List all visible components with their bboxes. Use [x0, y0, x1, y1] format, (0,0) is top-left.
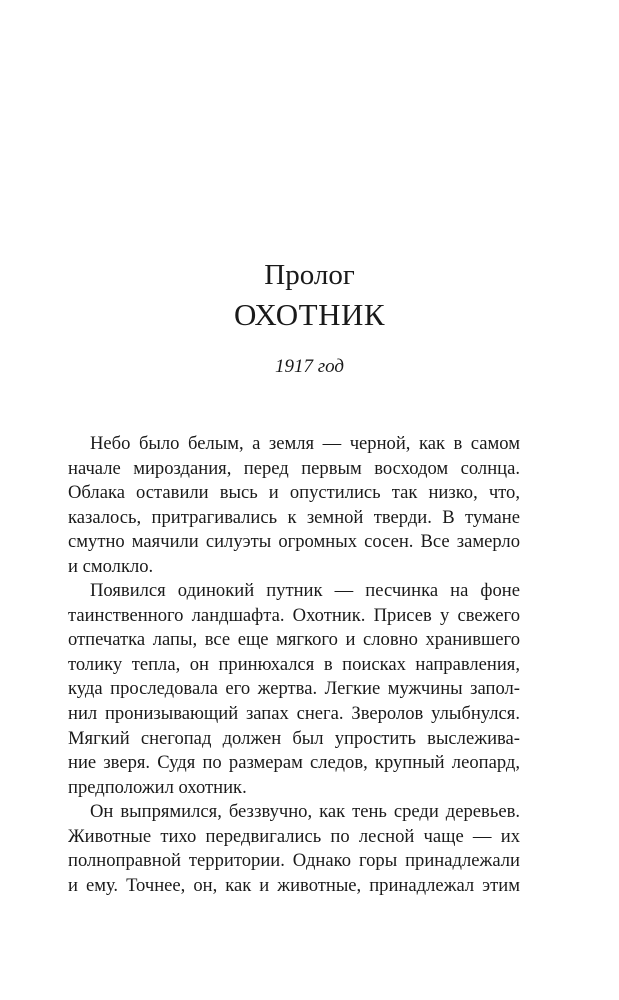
text-line: казалось, притрагивались к земной тверди. В тумане [68, 506, 520, 528]
text-line: начале мироздания, перед первым восходом солнца. [68, 457, 520, 479]
text-line: куда проследовала его жертва. Легкие мужчины запол- [68, 678, 520, 700]
text-line: нил пронизывающий запах снега. Зверолов улыбнулся. [68, 703, 520, 725]
text-line: Животные тихо передвигались по лесной чаще — их [68, 825, 520, 847]
text-line: ние зверя. Судя по размерам следов, крупный леопард, [68, 752, 520, 774]
chapter-date: 1917 год [274, 356, 345, 377]
chapter-title: ОХОТНИК [233, 297, 386, 332]
text-line: и смолкло. [68, 555, 154, 577]
text-line: Облака оставили высь и опустились так низко, что, [68, 482, 520, 504]
text-line: таинственного ландшафта. Охотник. Присев у свежего [68, 604, 520, 626]
text-line: полноправной территории. Однако горы принадлежали [68, 850, 520, 872]
text-line: Он выпрямился, беззвучно, как тень среди деревьев. [90, 801, 520, 823]
chapter-label: Пролог [264, 259, 355, 291]
text-line: Мягкий снегопад должен был упростить выслежива- [68, 727, 520, 749]
text-line: Появился одинокий путник — песчинка на фоне [90, 580, 520, 602]
body-text [68, 432, 520, 898]
text-line: и ему. Точнее, он, как и животные, принадлежал этим [68, 874, 520, 896]
text-line: Небо было белым, а земля — черной, как в самом [90, 433, 520, 454]
text-line: предположил охотник. [68, 776, 247, 798]
text-line: отпечатка лапы, все еще мягкого и словно хранившего [68, 629, 520, 651]
text-line: смутно маячили силуэты огромных сосен. Все замерло [68, 531, 520, 553]
text-line: толику тепла, он принюхался в поисках направления, [68, 653, 520, 675]
